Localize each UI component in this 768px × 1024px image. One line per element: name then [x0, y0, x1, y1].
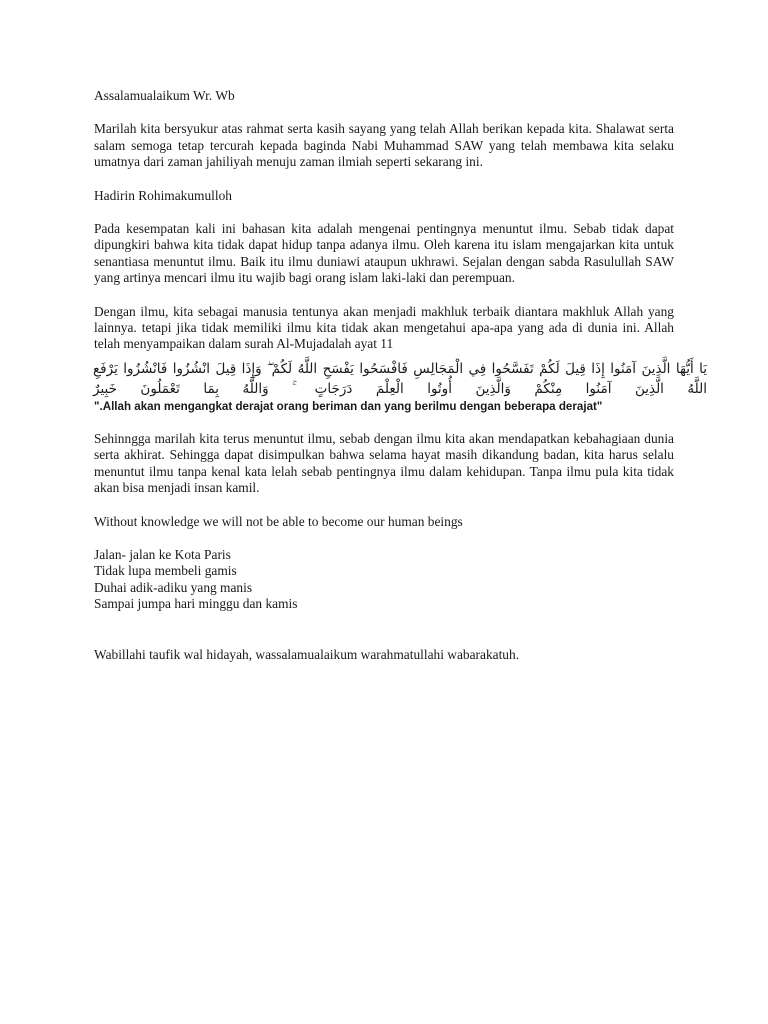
knowledge-paragraph: Dengan ilmu, kita sebagai manusia tentunya akan menjadi makhluk terbaik diantara makhluk Allah yang lainnya. tetapi jika tidak memiliki ilmu kita tidak akan mengetahui apa-apa yang ada di dunia ini. Allah telah menyampaikan dalam surah Al-Mujadalah ayat 11	[94, 303, 674, 352]
poem-line: Sampai jumpa hari minggu dan kamis	[94, 596, 298, 612]
english-quote: Without knowledge we will not be able to become our human beings	[94, 513, 463, 529]
document-body	[93, 88, 707, 663]
conclusion-paragraph: Sehinngga marilah kita terus menuntut ilmu, sebab dengan ilmu kita akan mendapatkan kebahagiaan dunia serta akhirat. Sehingga dapat disimpulkan bahwa selama hayat masih dikandung badan, kita harus selalu menuntut ilmu tanpa kenal kata lelah sebab pentingnya ilmu dalam kehidupan. Tanpa ilmu pula kita tidak akan bisa menjadi insan kamil.	[94, 430, 674, 496]
opening-paragraph: Marilah kita bersyukur atas rahmat serta kasih sayang yang telah Allah berikan kepada kita. Shalawat serta salam semoga tetap tercurah kepada baginda Nabi Muhammad SAW yang telah membawa kita selaku umatnya dari zaman jahiliyah menuju zaman ilmiah seperti sekarang ini.	[94, 121, 674, 170]
topic-paragraph: Pada kesempatan kali ini bahasan kita adalah mengenai pentingnya menuntut ilmu. Sebab tidak dapat dipungkiri bahwa kita tidak dapat hidup tanpa adanya ilmu. Oleh karena itu islam mengajarkan kita untuk senantiasa menuntut ilmu. Baik itu ilmu duniawi ataupun ukhrawi. Sejalan dengan sabda Rasulullah SAW yang artinya mencari ilmu itu wajib bagi orang islam laki-laki dan perempuan.	[94, 221, 674, 286]
poem	[94, 547, 674, 613]
poem-line: Jalan- jalan ke Kota Paris	[94, 546, 231, 562]
verse-translation: ".Allah akan mengangkat derajat orang beriman dan yang berilmu dengan beberapa derajat"	[94, 399, 603, 413]
audience-address: Hadirin Rohimakumulloh	[94, 187, 232, 203]
greeting: Assalamualaikum Wr. Wb	[94, 88, 235, 103]
poem-line: Duhai adik-adiku yang manis	[94, 579, 253, 595]
closing-line: Wabillahi taufik wal hidayah, wassalamualaikum warahmatullahi wabarakatuh.	[94, 646, 520, 662]
arabic-verse: يَا أَيُّهَا الَّذِينَ آمَنُوا إِذَا قِيلَ لَكُمْ تَفَسَّحُوا فِي الْمَجَالِسِ فَافْسَحُوا يَفْسَحِ اللَّهُ لَكُمْ ۖ وَإِذَا قِيلَ انْشُزُوا فَانْشُزُوا يَرْفَعِ اللَّهُ الَّذِينَ آمَنُوا مِنْكُمْ وَالَّذِينَ أُوتُوا الْعِلْمَ دَرَجَاتٍ ۚ وَاللَّهُ بِمَا تَعْمَلُونَ خَبِيرٌ	[93, 360, 707, 397]
poem-line: Tidak lupa membeli gamis	[94, 563, 237, 579]
